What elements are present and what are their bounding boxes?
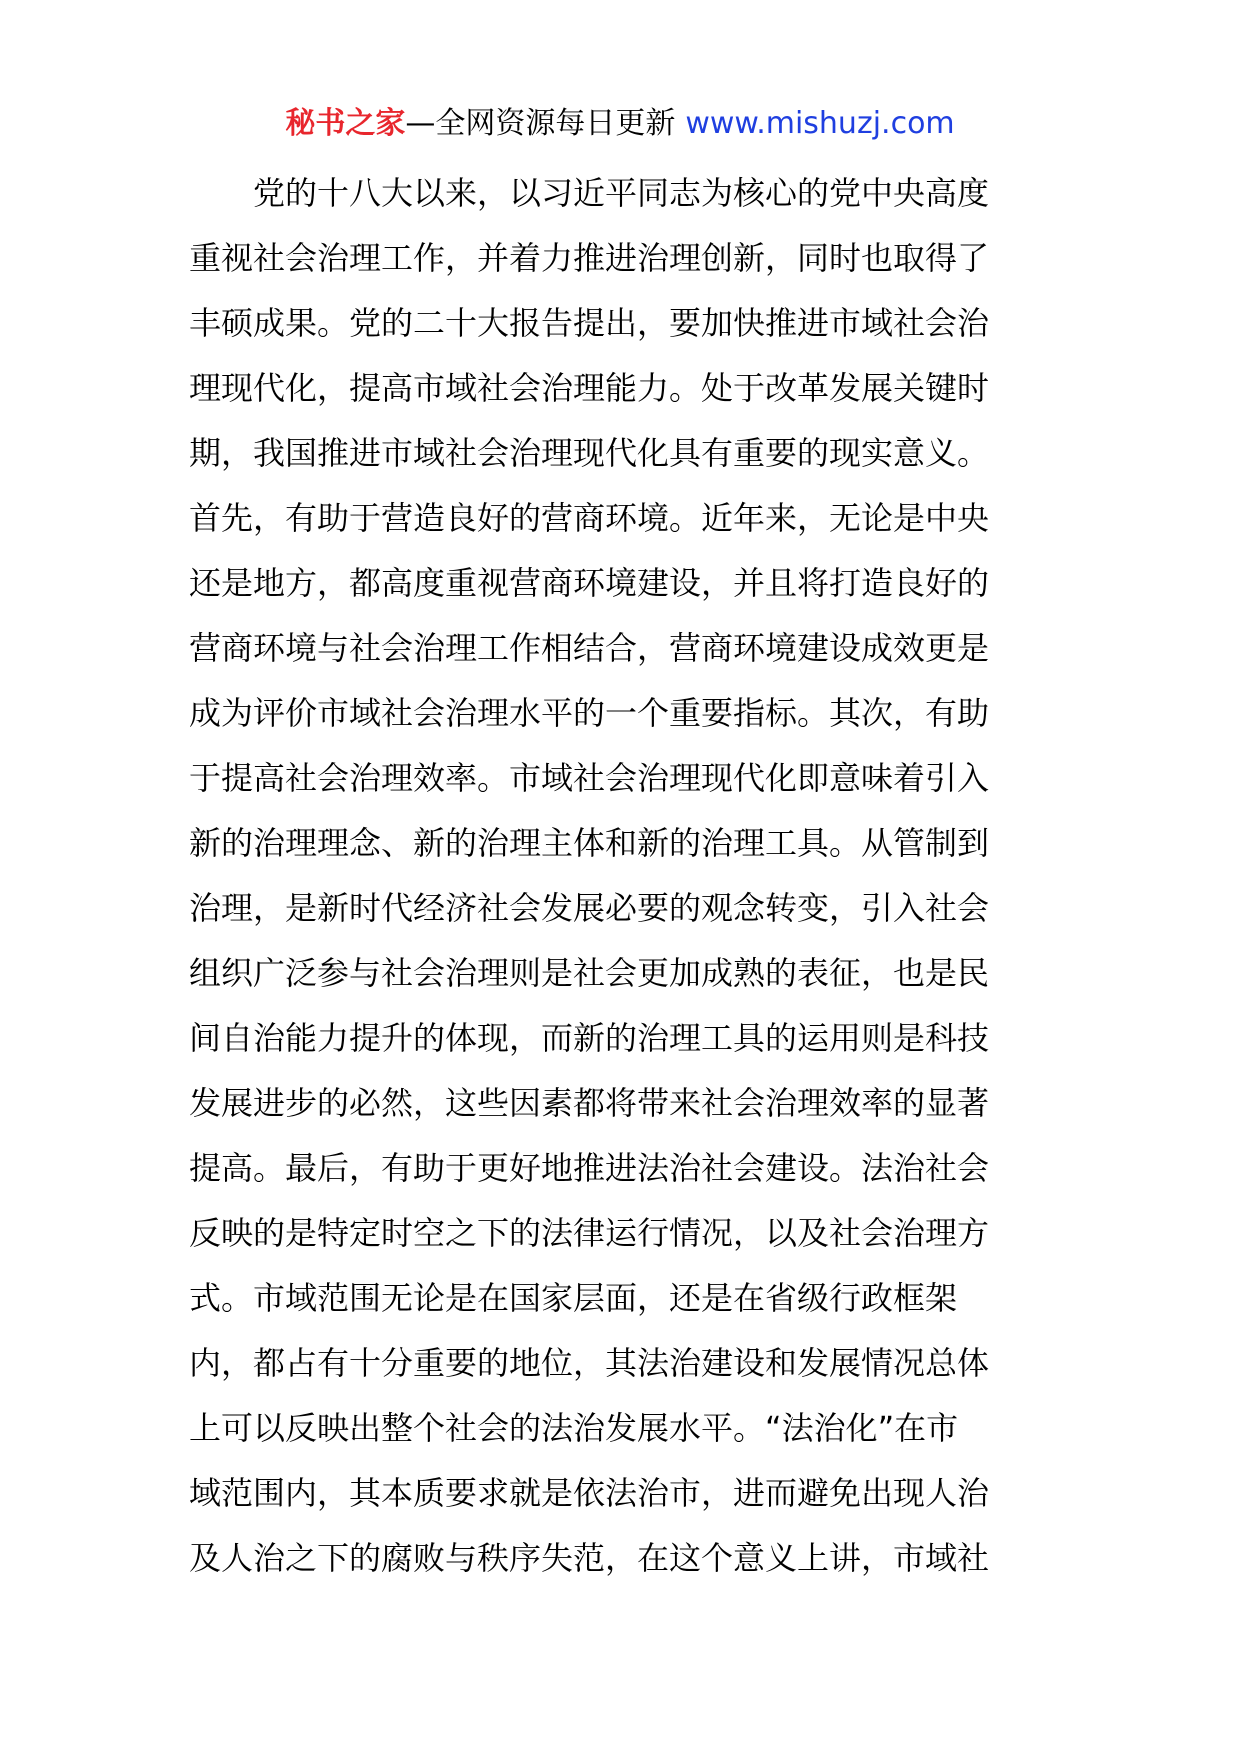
body-line: 新的治理理念、新的治理主体和新的治理工具。从管制到 <box>189 824 990 862</box>
document-body <box>189 161 1055 1591</box>
body-line: 提高。最后，有助于更好地推进法治社会建设。法治社会 <box>189 1149 990 1187</box>
body-line: 式。市域范围无论是在国家层面，还是在省级行政框架 <box>189 1279 958 1317</box>
body-line: 治理，是新时代经济社会发展必要的观念转变，引入社会 <box>189 889 990 927</box>
body-line: 党的十八大以来，以习近平同志为核心的党中央高度 <box>189 174 990 212</box>
body-line: 还是地方，都高度重视营商环境建设，并且将打造良好的 <box>189 564 990 602</box>
body-line: 首先，有助于营造良好的营商环境。近年来，无论是中央 <box>189 499 990 537</box>
body-line: 及人治之下的腐败与秩序失范，在这个意义上讲，市域社 <box>189 1539 990 1577</box>
body-line: 上可以反映出整个社会的法治发展水平。“法治化”在市 <box>189 1409 959 1447</box>
body-line: 间自治能力提升的体现，而新的治理工具的运用则是科技 <box>189 1019 990 1057</box>
site-header <box>0 104 1240 144</box>
body-line: 反映的是特定时空之下的法律运行情况，以及社会治理方 <box>189 1214 990 1252</box>
body-line: 理现代化，提高市域社会治理能力。处于改革发展关键时 <box>189 369 990 407</box>
body-line: 于提高社会治理效率。市域社会治理现代化即意味着引入 <box>189 759 990 797</box>
body-line: 营商环境与社会治理工作相结合，营商环境建设成效更是 <box>189 629 990 667</box>
body-line: 内，都占有十分重要的地位，其法治建设和发展情况总体 <box>189 1344 990 1382</box>
brand-name: 秘书之家 <box>285 106 406 141</box>
body-line: 期，我国推进市域社会治理现代化具有重要的现实意义。 <box>189 434 990 472</box>
body-line: 重视社会治理工作，并着力推进治理创新，同时也取得了 <box>189 239 990 277</box>
body-line: 发展进步的必然，这些因素都将带来社会治理效率的显著 <box>189 1084 990 1122</box>
body-line: 丰硕成果。党的二十大报告提出，要加快推进市域社会治 <box>189 304 990 342</box>
body-line: 成为评价市域社会治理水平的一个重要指标。其次，有助 <box>189 694 990 732</box>
site-url-link[interactable]: www.mishuzj.com <box>685 106 955 141</box>
header-tagline: —全网资源每日更新 <box>405 106 676 141</box>
body-line: 域范围内，其本质要求就是依法治市，进而避免出现人治 <box>189 1474 990 1512</box>
body-line: 组织广泛参与社会治理则是社会更加成熟的表征，也是民 <box>189 954 990 992</box>
